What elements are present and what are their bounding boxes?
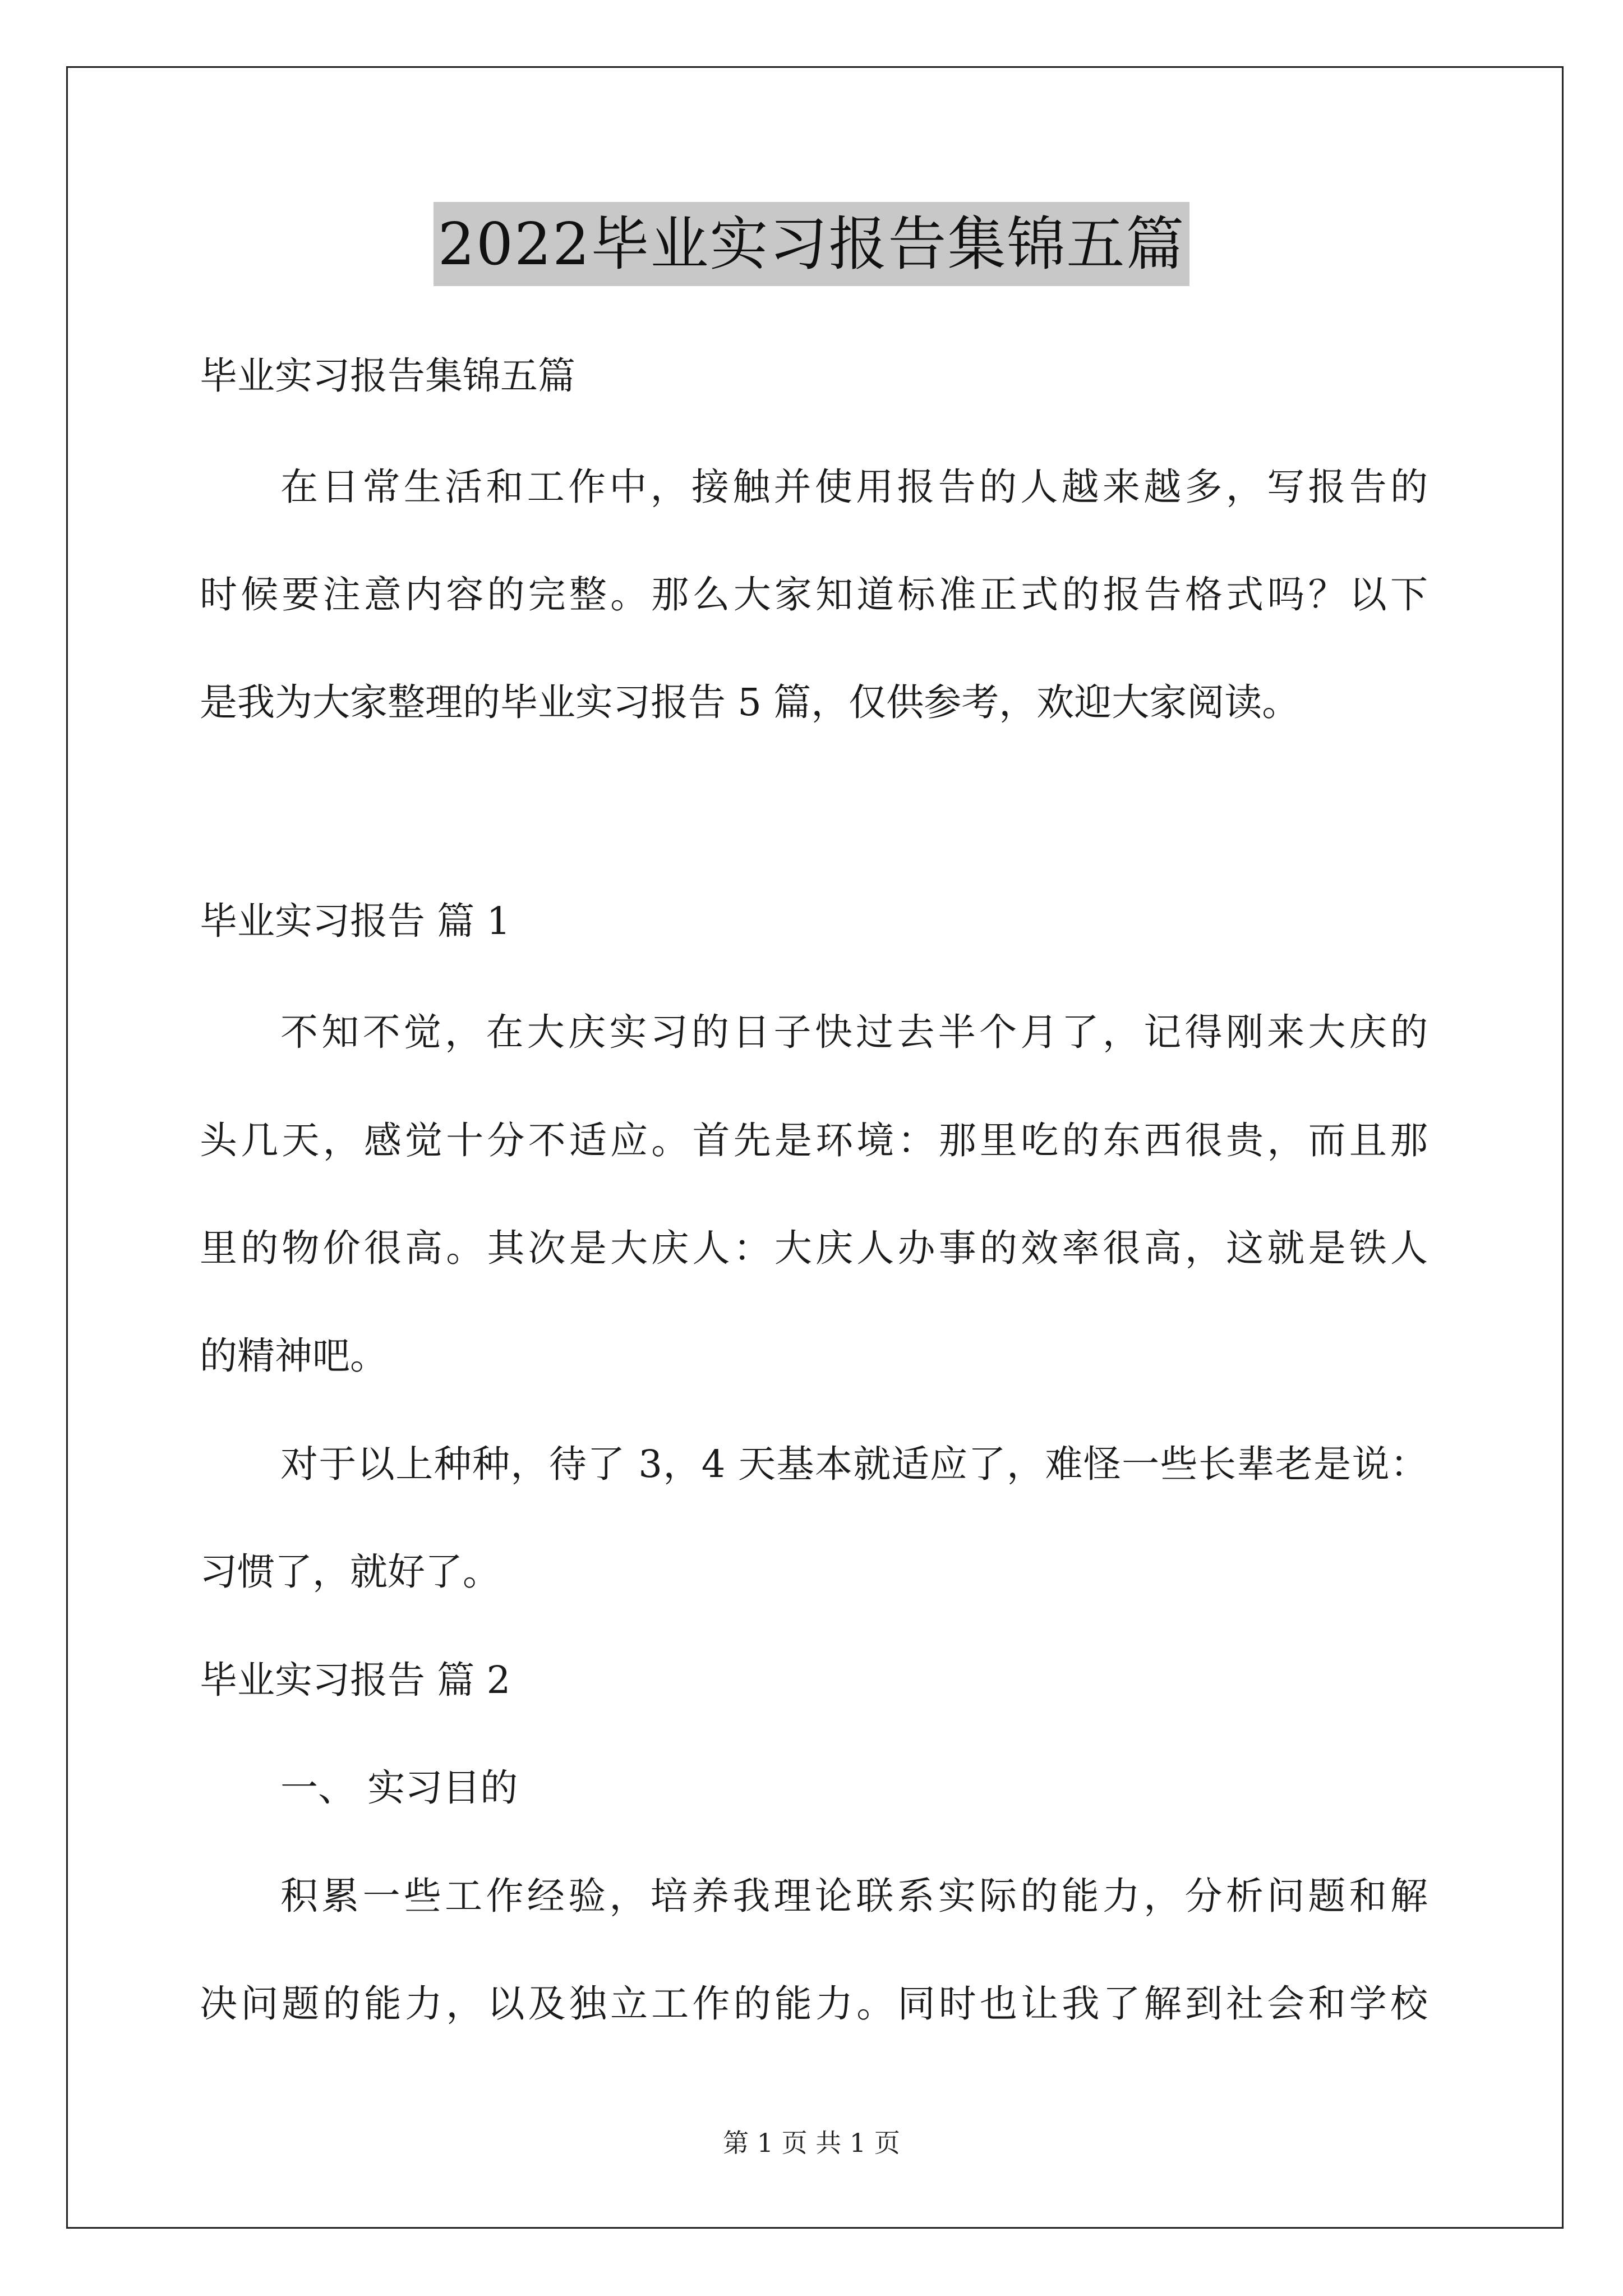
section-1-para2-line-2: 习惯了，就好了。 bbox=[200, 1550, 500, 1594]
section-2-subheading: 一、 实习目的 bbox=[280, 1766, 518, 1810]
section-1-para2-line-1: 对于以上种种，待了 3，4 天基本就适应了，难怪一些长辈老是说： bbox=[280, 1442, 1428, 1486]
section-1-para1-line-2: 头几天，感觉十分不适应。首先是环境：那里吃的东西很贵，而且那 bbox=[200, 1119, 1428, 1162]
document-title: 2022毕业实习报告集锦五篇 bbox=[434, 202, 1190, 286]
section-2-para1-line-2: 决问题的能力，以及独立工作的能力。同时也让我了解到社会和学校 bbox=[200, 1982, 1428, 2026]
intro-line-1: 在日常生活和工作中，接触并使用报告的人越来越多，写报告的 bbox=[280, 465, 1428, 509]
intro-line-2: 时候要注意内容的完整。那么大家知道标准正式的报告格式吗？以下 bbox=[200, 573, 1428, 616]
page-footer: 第 1 页 共 1 页 bbox=[723, 2128, 900, 2158]
intro-line-3: 是我为大家整理的毕业实习报告 5 篇，仅供参考，欢迎大家阅读。 bbox=[200, 680, 1300, 724]
section-1-para1-line-4: 的精神吧。 bbox=[200, 1334, 388, 1378]
section-2-heading: 毕业实习报告 篇 2 bbox=[200, 1658, 511, 1702]
section-2-para1-line-1: 积累一些工作经验，培养我理论联系实际的能力，分析问题和解 bbox=[280, 1874, 1428, 1918]
title-container bbox=[0, 202, 1623, 286]
section-1-heading: 毕业实习报告 篇 1 bbox=[200, 899, 511, 943]
document-subtitle: 毕业实习报告集锦五篇 bbox=[200, 354, 575, 398]
section-1-para1-line-3: 里的物价很高。其次是大庆人：大庆人办事的效率很高，这就是铁人 bbox=[200, 1226, 1428, 1270]
section-1-para1-line-1: 不知不觉，在大庆实习的日子快过去半个月了，记得刚来大庆的 bbox=[280, 1010, 1428, 1054]
